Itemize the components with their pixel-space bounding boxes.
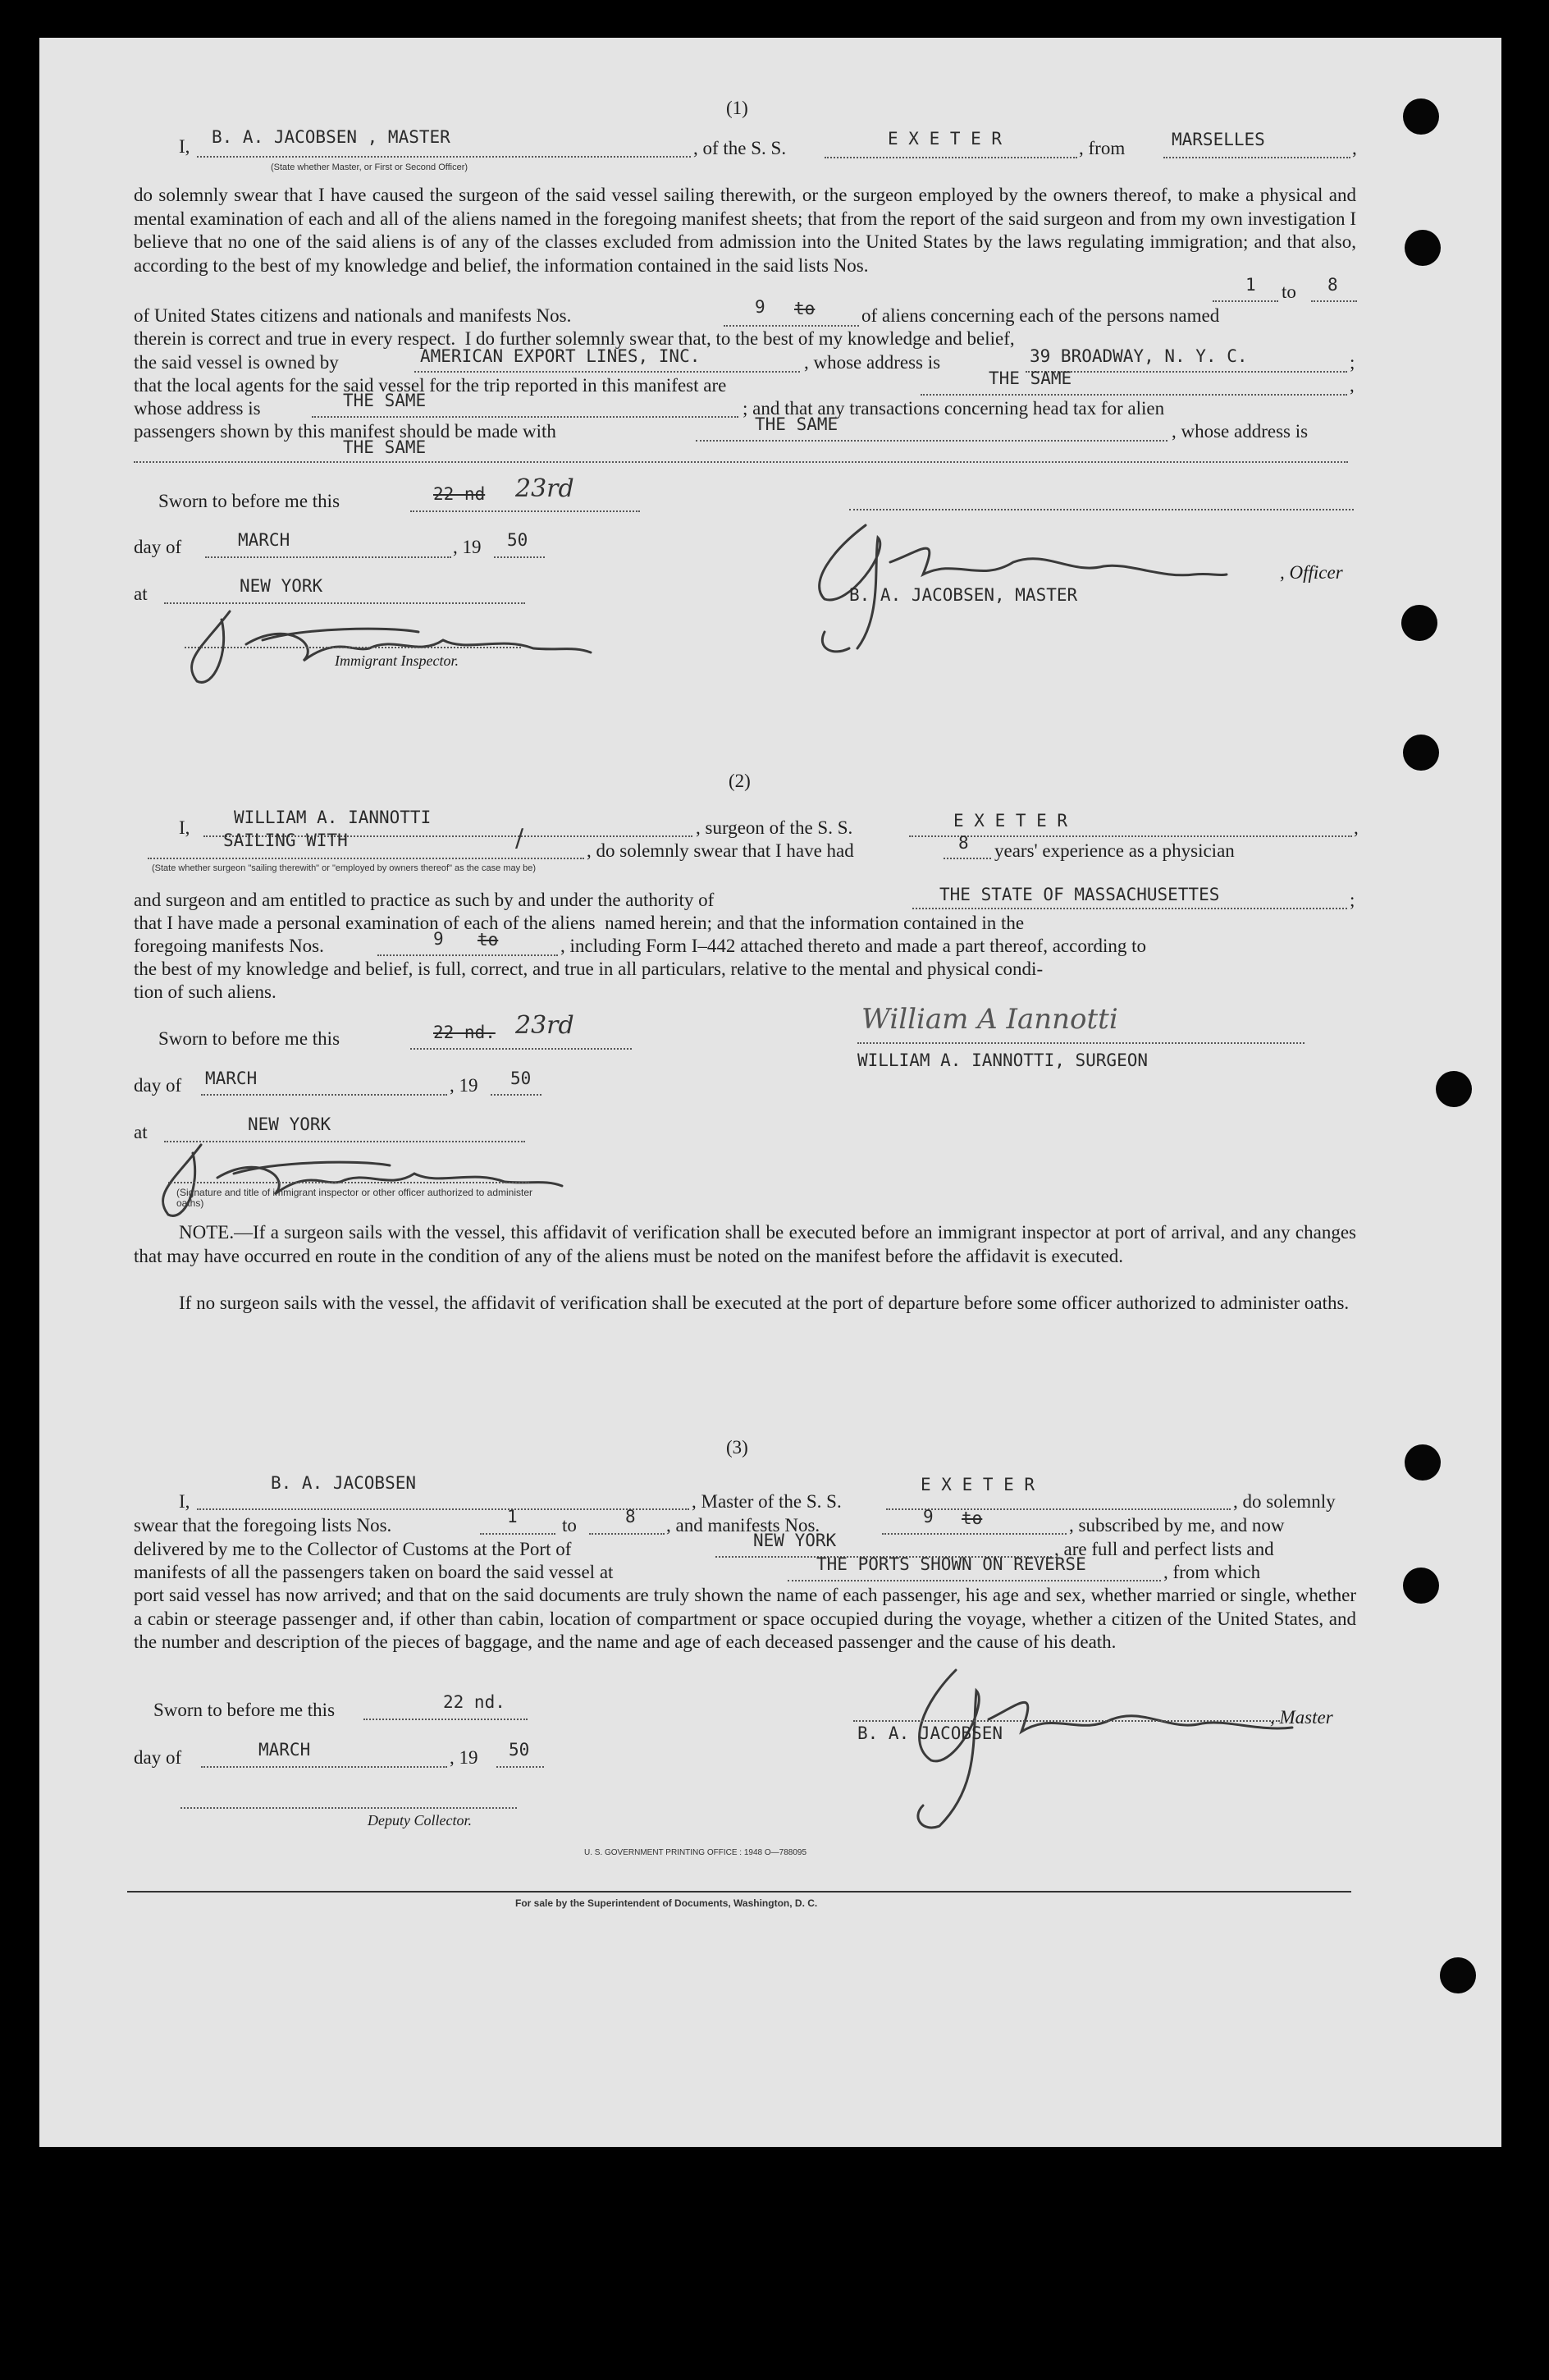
manifests-to-struck: to [794,299,816,318]
port-field: NEW YORK [753,1531,837,1550]
paragraph-line: , Master of the S. S. [692,1491,842,1512]
note-label: NOTE. [179,1222,235,1243]
year-field: 50 [509,1740,530,1760]
at-label: at [134,1122,148,1142]
surgeon-status-caption: (State whether surgeon "sailing therewith" or "employed by owners thereof" as the case may be) [152,863,537,873]
year-prefix: , 19 [450,1075,478,1096]
sworn-struck-date: 22 nd. [433,1023,496,1042]
sworn-day-handwritten: 23rd [515,474,574,503]
master-name-field: B. A. JACOBSEN , MASTER [212,127,450,147]
master-label: , Master [1270,1707,1333,1728]
month-field: MARCH [205,1069,258,1088]
agents-field: THE SAME [989,368,1072,388]
paragraph-line: ; and that any transactions concerning head tax for alien [743,398,1165,419]
field-underline [882,1533,1067,1535]
manifests-to-struck: to [477,930,499,950]
collector-caption: Deputy Collector. [368,1812,472,1828]
paragraph-line: the best of my knowledge and belief, is full, correct, and true in all particulars, relative to the mental and physical condi- [134,959,1044,979]
note-paragraph [134,1221,1356,1268]
punch-hole [1436,1071,1472,1107]
inspector-signature [172,603,599,693]
owner-address-field: 39 BROADWAY, N. Y. C. [1030,346,1248,366]
field-underline [201,1766,447,1768]
owner-field: AMERICAN EXPORT LINES, INC. [420,346,701,366]
sworn-label: Sworn to before me this [158,1028,340,1049]
field-underline [205,556,451,558]
paragraph-line: of United States citizens and nationals and manifests Nos. [134,305,572,326]
manifests-from-field: 9 [433,929,444,949]
paragraph-line: , whose address is [804,352,941,373]
paragraph-line: , do solemnly swear that I have had [587,840,854,861]
head-tax-address-field: THE SAME [343,437,427,457]
note-paragraph-2: If no surgeon sails with the vessel, the affidavit of verification shall be executed at the port of departure before some officer authorized to administer oaths. [179,1293,1350,1313]
paragraph-line: , from which [1163,1562,1261,1582]
signature-caption: (Signature and title of immigrant inspector or other officer authorized to administer oaths) [176,1187,532,1209]
surgeon-name: WILLIAM A. IANNOTTI, SURGEON [857,1050,1149,1070]
paragraph-line: the said vessel is owned by [134,352,339,373]
year-field: 50 [510,1069,532,1088]
field-underline [312,416,738,418]
place-field: NEW YORK [248,1114,331,1134]
officer-label: , Officer [1280,562,1343,583]
sale-notice: For sale by the Superintendent of Documents, Washington, D. C. [515,1897,818,1909]
paragraph-line: , subscribed by me, and now [1069,1515,1285,1536]
field-underline [134,461,1348,463]
pronoun-i: I, [179,817,190,838]
footer-rule [127,1891,1351,1893]
field-underline [1163,157,1350,158]
lists-to-field: 8 [1327,275,1338,295]
field-underline [377,954,558,956]
field-underline [414,371,800,373]
oath-paragraph-3: port said vessel has now arrived; and that on the said documents are truly shown the name of each passenger, his age and sex, whether married or single, whether a cabin or steerage passenger and, if other than cabin, location of compartment or space occupied during the voyage, whether a citizen of the United States, and the number and description of the pieces of baggage, and the name and age of each deceased passenger and the cause of his death. [134,1585,1356,1652]
paragraph-line: , whose address is [1172,421,1309,442]
field-underline [724,325,859,327]
field-underline [909,835,1352,837]
field-underline [496,1766,544,1768]
master-signature [890,1654,1300,1834]
field-underline [944,858,991,859]
signature-line [853,1720,1280,1722]
at-label: at [134,584,148,604]
officer-name: B. A. JACOBSEN, MASTER [849,585,1078,605]
field-underline [491,1094,541,1096]
section-3-number: (3) [726,1437,748,1458]
signature-line [185,647,521,648]
month-field: MARCH [258,1740,311,1760]
paragraph-line: whose address is [134,398,261,419]
paragraph-line: , do solemnly [1233,1491,1336,1512]
month-field: MARCH [238,530,290,550]
lists-from-field: 1 [507,1507,518,1526]
field-underline [589,1533,665,1535]
years-field: 8 [958,833,969,853]
place-field: NEW YORK [240,576,323,596]
paragraph-line: swear that the foregoing lists Nos. [134,1515,392,1536]
field-underline [886,1508,1231,1510]
taken-at-field: THE PORTS SHOWN ON REVERSE [816,1554,1086,1574]
field-underline [912,908,1347,909]
field-underline [788,1580,1161,1581]
field-underline [410,1048,632,1050]
from-label: , from [1079,138,1126,158]
field-underline [197,156,691,158]
manifests-to-struck: to [962,1508,983,1528]
note-text: —If a surgeon sails with the vessel, this affidavit of verification shall be executed before an immigrant inspector at port of arrival, and any changes that may have occurred en route in the condition of any of the aliens must be noted on the manifest before the affidavit is executed. [134,1222,1356,1266]
manifests-from-field: 9 [755,297,765,317]
paragraph-line: , surgeon of the S. S. [696,817,853,838]
head-tax-field: THE SAME [755,414,838,434]
inspector-caption: Immigrant Inspector. [335,652,459,669]
punch-hole [1440,1957,1476,1993]
master-name-field: B. A. JACOBSEN [271,1473,417,1493]
paragraph-line: therein is correct and true in every respect. I do further solemnly swear that, to the best of my knowledge and belief, [134,328,1015,349]
signature-line [857,1042,1305,1044]
field-underline [197,1508,689,1510]
surgeon-status-field: SAILING WITH [223,831,348,850]
vessel-name-field: E X E T E R [888,129,1003,149]
lists-to-field: 8 [625,1507,636,1526]
paragraph-line: passengers shown by this manifest should be made with [134,421,556,442]
field-underline [148,858,584,859]
year-field: 50 [507,530,528,550]
agents-address-field: THE SAME [343,391,427,410]
field-underline [201,1094,447,1096]
paragraph-line: manifests of all the passengers taken on board the said vessel at [134,1562,614,1582]
paragraph-line: tion of such aliens. [134,982,276,1002]
paragraph-line: , and manifests Nos. [666,1515,820,1536]
field-underline [696,440,1167,442]
signature-line [180,1807,517,1809]
sworn-label: Sworn to before me this [153,1700,336,1720]
lists-from-field: 1 [1245,275,1256,295]
sworn-day-handwritten: 23rd [515,1011,574,1040]
paragraph-line: delivered by me to the Collector of Customs at the Port of [134,1539,572,1559]
sworn-struck-date: 22 nd [433,484,486,504]
signature-line [849,509,1354,510]
field-underline [410,510,640,512]
punch-hole [1403,1568,1439,1604]
of-ss-label: , of the S. S. [693,138,787,158]
vessel-name-field: E X E T E R [921,1475,1035,1494]
punch-hole [1403,735,1439,771]
signature-line [168,1182,529,1183]
punch-hole [1401,605,1437,641]
paragraph-line: foregoing manifests Nos. [134,936,324,956]
year-prefix: , 19 [450,1747,478,1768]
paragraph-line: years' experience as a physician [994,840,1235,861]
sworn-label: Sworn to before me this [158,491,340,511]
punch-hole [1405,230,1441,266]
field-underline [1213,300,1278,302]
surgeon-name-field: WILLIAM A. IANNOTTI [234,808,432,827]
field-underline [494,556,545,558]
day-of-label: day of [134,537,182,557]
manifests-from-field: 9 [923,1507,934,1526]
field-underline [363,1719,528,1720]
field-underline [1026,371,1347,373]
punch-hole [1405,1444,1441,1481]
field-underline [921,394,1347,396]
surgeon-status-mark: / [515,824,524,853]
paragraph-line: , including Form I–442 attached thereto and made a part thereof, according to [560,936,1147,956]
departure-port-field: MARSELLES [1172,130,1265,149]
vessel-name-field: E X E T E R [953,811,1068,831]
pronoun-i: I, [179,136,190,157]
sworn-day-field: 22 nd. [443,1692,505,1712]
punch-hole [1403,98,1439,135]
paragraph-line: that the local agents for the said vessel for the trip reported in this manifest are [134,375,727,396]
section-2-number: (2) [729,771,751,791]
surgeon-signature: William A Iannotti [861,1003,1118,1036]
year-prefix: , 19 [453,537,482,557]
paragraph-line: , are full and perfect lists and [1054,1539,1274,1559]
day-of-label: day of [134,1747,182,1768]
printing-office-line: U. S. GOVERNMENT PRINTING OFFICE : 1948 O—788095 [584,1848,807,1857]
paragraph-line: that I have made a personal examination of each of the aliens named herein; and that the information contained in the [134,913,1025,933]
field-underline [825,157,1077,158]
master-name: B. A. JACOBSEN [857,1723,1003,1743]
oath-paragraph-1: do solemnly swear that I have caused the surgeon of the said vessel sailing therewith, or the surgeon employed by the owners thereof, to make a physical and mental examination of each and all of the aliens named in the foregoing manifest sheets; that from the report of the said surgeon and from my own investigation I believe that no one of the said aliens is of any of the classes excluded from admission into the United States by the laws regulating immigration; and that also, according to the best of my knowledge and belief, the information contained in the said lists Nos. [134,185,1356,276]
authority-field: THE STATE OF MASSACHUSETTES [939,885,1220,904]
day-of-label: day of [134,1075,182,1096]
paragraph-line: and surgeon and am entitled to practice as such by and under the authority of [134,890,715,910]
section-1-number: (1) [726,98,748,118]
paragraph-line: of aliens concerning each of the persons named [861,305,1220,326]
pronoun-i: I, [179,1491,190,1512]
field-underline [1311,300,1357,302]
master-caption: (State whether Master, or First or Second Officer) [271,162,468,172]
field-underline [480,1533,555,1535]
